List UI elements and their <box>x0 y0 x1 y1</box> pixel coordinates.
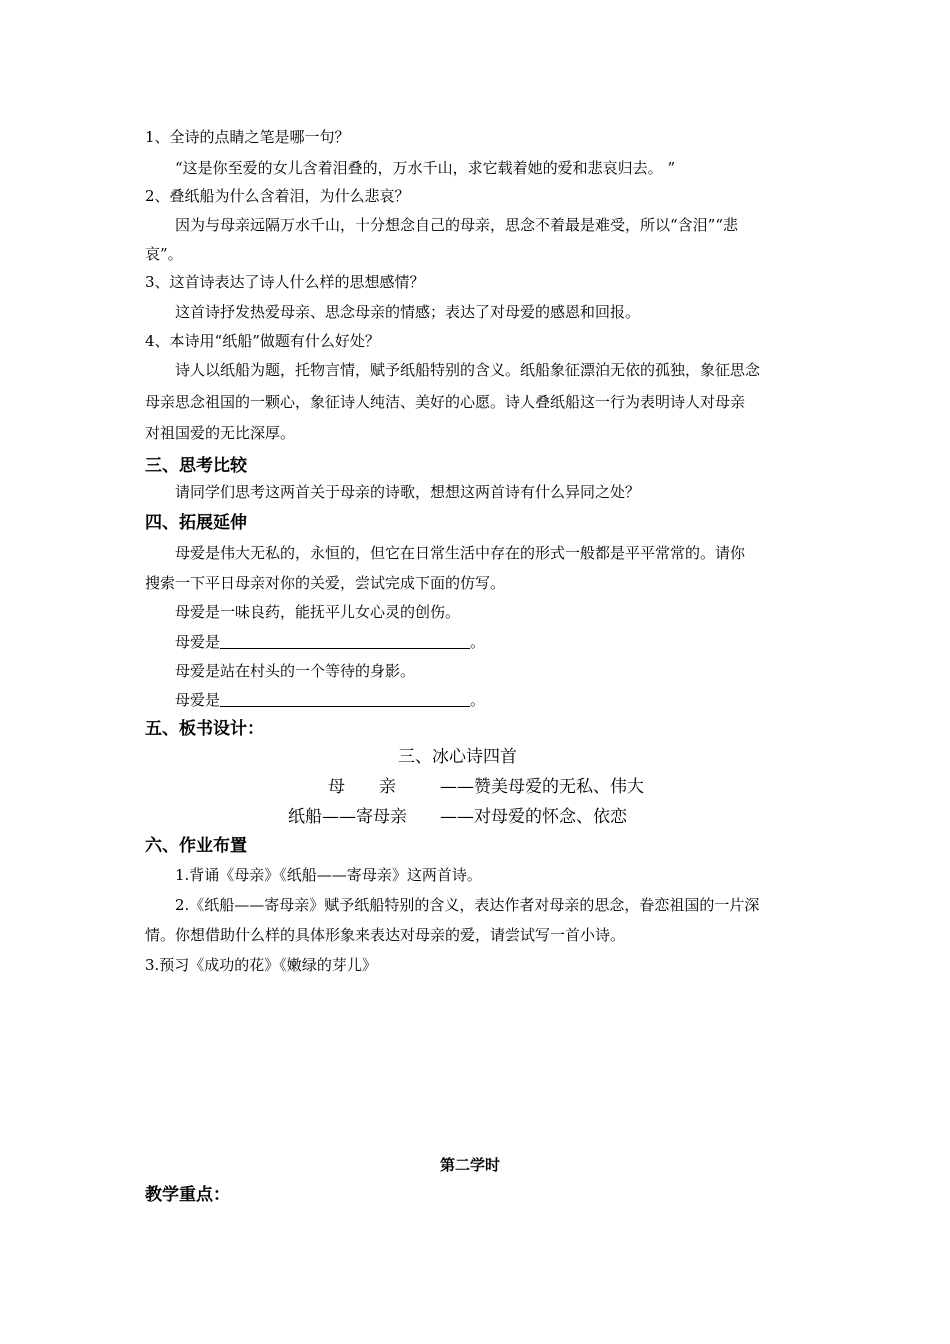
answer-2-line-2: 哀”。 <box>145 245 183 263</box>
homework-item-2-line-1: 2.《纸船——寄母亲》赋予纸船特别的含义，表达作者对母亲的思念，眷恋祖国的一片深 <box>175 896 760 914</box>
section-4-para-line-2: 搜索一下平日母亲对你的关爱，尝试完成下面的仿写。 <box>145 574 506 592</box>
answer-3: 这首诗抒发热爱母亲、思念母亲的情感；表达了对母爱的感恩和回报。 <box>175 303 641 321</box>
homework-item-2-line-2: 情。你想借助什么样的具体形象来表达对母亲的爱，请尝试写一首小诗。 <box>145 926 626 944</box>
section-3-text: 请同学们思考这两首关于母亲的诗歌，想想这两首诗有什么异同之处？ <box>175 483 641 501</box>
blank-prefix: 母爱是 <box>175 691 221 709</box>
blank-prefix: 母爱是 <box>175 633 221 651</box>
second-period-title: 第二学时 <box>440 1156 501 1174</box>
homework-item-1: 1.背诵《母亲》《纸船——寄母亲》这两首诗。 <box>175 866 482 884</box>
board-title: 三、冰心诗四首 <box>398 747 517 767</box>
answer-1: “这是你至爱的女儿含着泪叠的，万水千山，求它载着她的爱和悲哀归去。 ” <box>175 159 676 177</box>
board-row-1-right: ——赞美母爱的无私、伟大 <box>440 777 644 797</box>
answer-4-line-2: 母亲思念祖国的一颗心，象征诗人纯洁、美好的心愿。诗人叠纸船这一行为表明诗人对母亲 <box>145 393 746 411</box>
imitation-blank-1 <box>175 632 485 652</box>
section-3-heading: 三、思考比较 <box>145 456 247 476</box>
section-6-heading: 六、作业布置 <box>145 836 247 856</box>
fill-in-blank-line <box>220 632 470 649</box>
homework-item-3: 3.预习《成功的花》《嫩绿的芽儿》 <box>145 956 377 974</box>
fill-in-blank-line <box>220 690 470 707</box>
answer-2-line-1: 因为与母亲远隔万水千山，十分想念自己的母亲，思念不着最是难受，所以“含泪”“悲 <box>175 216 739 234</box>
question-2: 2、叠纸船为什么含着泪，为什么悲哀？ <box>145 187 410 205</box>
board-row-2-left: 纸船——寄母亲 <box>288 807 407 827</box>
question-1: 1、全诗的点睛之笔是哪一句？ <box>145 128 350 146</box>
teaching-focus-label: 教学重点： <box>145 1185 230 1205</box>
section-4-para-line-1: 母爱是伟大无私的，永恒的，但它在日常生活中存在的形式一般都是平平常常的。请你 <box>175 544 746 562</box>
blank-suffix: 。 <box>470 633 486 651</box>
imitation-blank-2 <box>175 690 485 710</box>
answer-4-line-1: 诗人以纸船为题，托物言情，赋予纸船特别的含义。纸船象征漂泊无依的孤独，象征思念 <box>175 361 761 379</box>
board-row-2-right: ——对母爱的怀念、依恋 <box>440 807 627 827</box>
question-4: 4、本诗用“纸船”做题有什么好处？ <box>145 332 380 350</box>
question-3: 3、这首诗表达了诗人什么样的思想感情？ <box>145 273 425 291</box>
imitation-example-2: 母爱是站在村头的一个等待的身影。 <box>175 662 416 680</box>
answer-4-line-3: 对祖国爱的无比深厚。 <box>145 424 296 442</box>
section-5-heading: 五、板书设计： <box>145 719 264 739</box>
blank-suffix: 。 <box>470 691 486 709</box>
board-row-1-left: 母 亲 <box>328 777 396 797</box>
imitation-example-1: 母爱是一味良药，能抚平儿女心灵的创伤。 <box>175 603 461 621</box>
section-4-heading: 四、拓展延伸 <box>145 513 247 533</box>
